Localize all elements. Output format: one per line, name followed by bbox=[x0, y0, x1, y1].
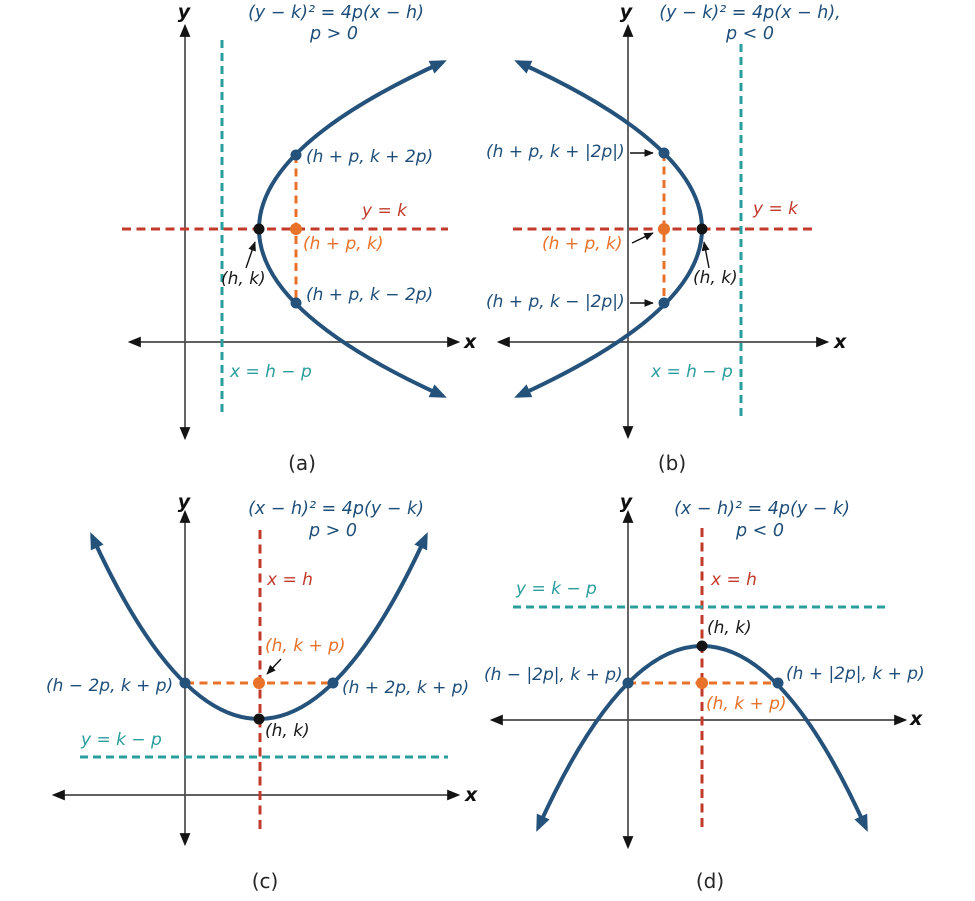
d-focus-dot bbox=[696, 677, 708, 689]
d-equation-line1: (x − h)² = 4p(y − k) bbox=[674, 499, 850, 519]
a-vertex-label: (h, k) bbox=[221, 269, 266, 289]
d-x-axis-label: x bbox=[910, 708, 923, 730]
b-latus-upper-label: (h + p, k + |2p|) bbox=[486, 142, 625, 162]
c-latus-left-dot bbox=[180, 678, 191, 689]
a-axis-of-symmetry-label: y = k bbox=[362, 201, 407, 221]
b-directrix-label: x = h − p bbox=[651, 362, 733, 382]
a-latus-upper-dot bbox=[291, 150, 302, 161]
a-x-axis-label: x bbox=[464, 331, 477, 353]
b-latus-lower-label: (h + p, k − |2p|) bbox=[486, 292, 625, 312]
c-vertex-dot bbox=[254, 714, 265, 725]
d-vertex-label: (h, k) bbox=[707, 618, 752, 638]
b-vertex-dot bbox=[697, 224, 708, 235]
d-directrix-label: y = k − p bbox=[516, 579, 597, 599]
c-focus-dot bbox=[253, 677, 265, 689]
d-caption: (d) bbox=[695, 869, 725, 893]
c-directrix-label: y = k − p bbox=[81, 730, 162, 750]
c-vertex-label: (h, k) bbox=[265, 721, 310, 741]
c-focus-pointer-arrow bbox=[267, 659, 281, 674]
b-y-axis-label: y bbox=[619, 1, 633, 23]
a-latus-lower-label: (h + p, k − 2p) bbox=[306, 285, 434, 305]
a-y-axis-label: y bbox=[177, 1, 191, 23]
c-y-axis-label: y bbox=[177, 491, 191, 513]
b-axis-of-symmetry-label: y = k bbox=[753, 199, 798, 219]
c-latus-left-label: (h − 2p, k + p) bbox=[46, 676, 174, 696]
d-vertex-dot bbox=[697, 641, 708, 652]
c-equation-line2: p > 0 bbox=[308, 521, 358, 541]
b-vertex-pointer-arrow bbox=[704, 242, 709, 268]
c-axis-of-symmetry-label: x = h bbox=[267, 570, 313, 590]
d-y-axis-label: y bbox=[619, 491, 633, 513]
a-latus-lower-dot bbox=[291, 298, 302, 309]
c-caption: (c) bbox=[251, 869, 279, 893]
c-x-axis-label: x bbox=[465, 784, 478, 806]
a-focus-dot bbox=[290, 223, 302, 235]
d-latus-right-label: (h + |2p|, k + p) bbox=[786, 664, 925, 684]
b-latus-upper-dot bbox=[659, 148, 670, 159]
b-focus-dot bbox=[658, 223, 670, 235]
d-latus-right-dot bbox=[773, 678, 784, 689]
b-latus-lower-dot bbox=[659, 298, 670, 309]
a-equation-line1: (y − k)² = 4p(x − h) bbox=[248, 3, 424, 23]
d-equation-line2: p < 0 bbox=[735, 521, 785, 541]
b-focus-label: (h + p, k) bbox=[542, 234, 623, 254]
b-focus-pointer-arrow bbox=[632, 233, 653, 243]
a-caption: (a) bbox=[288, 451, 316, 475]
b-x-axis-label: x bbox=[834, 331, 847, 353]
c-focus-label: (h, k + p) bbox=[265, 636, 346, 656]
d-focus-label: (h, k + p) bbox=[706, 694, 787, 714]
b-vertex-label: (h, k) bbox=[693, 268, 738, 288]
c-latus-right-label: (h + 2p, k + p) bbox=[342, 678, 470, 698]
b-caption: (b) bbox=[657, 451, 687, 475]
a-latus-upper-label: (h + p, k + 2p) bbox=[306, 147, 434, 167]
a-focus-label: (h + p, k) bbox=[303, 234, 384, 254]
a-equation-line2: p > 0 bbox=[309, 24, 359, 44]
a-vertex-dot bbox=[254, 224, 265, 235]
d-latus-left-label: (h − |2p|, k + p) bbox=[484, 665, 623, 685]
d-axis-of-symmetry-label: x = h bbox=[711, 570, 757, 590]
b-equation-line1: (y − k)² = 4p(x − h), bbox=[659, 3, 841, 23]
c-latus-right-dot bbox=[328, 678, 339, 689]
b-equation-line2: p < 0 bbox=[725, 24, 775, 44]
d-latus-left-dot bbox=[623, 678, 634, 689]
c-equation-line1: (x − h)² = 4p(y − k) bbox=[248, 499, 424, 519]
a-directrix-label: x = h − p bbox=[230, 362, 312, 382]
a-vertex-pointer-arrow bbox=[246, 242, 255, 268]
